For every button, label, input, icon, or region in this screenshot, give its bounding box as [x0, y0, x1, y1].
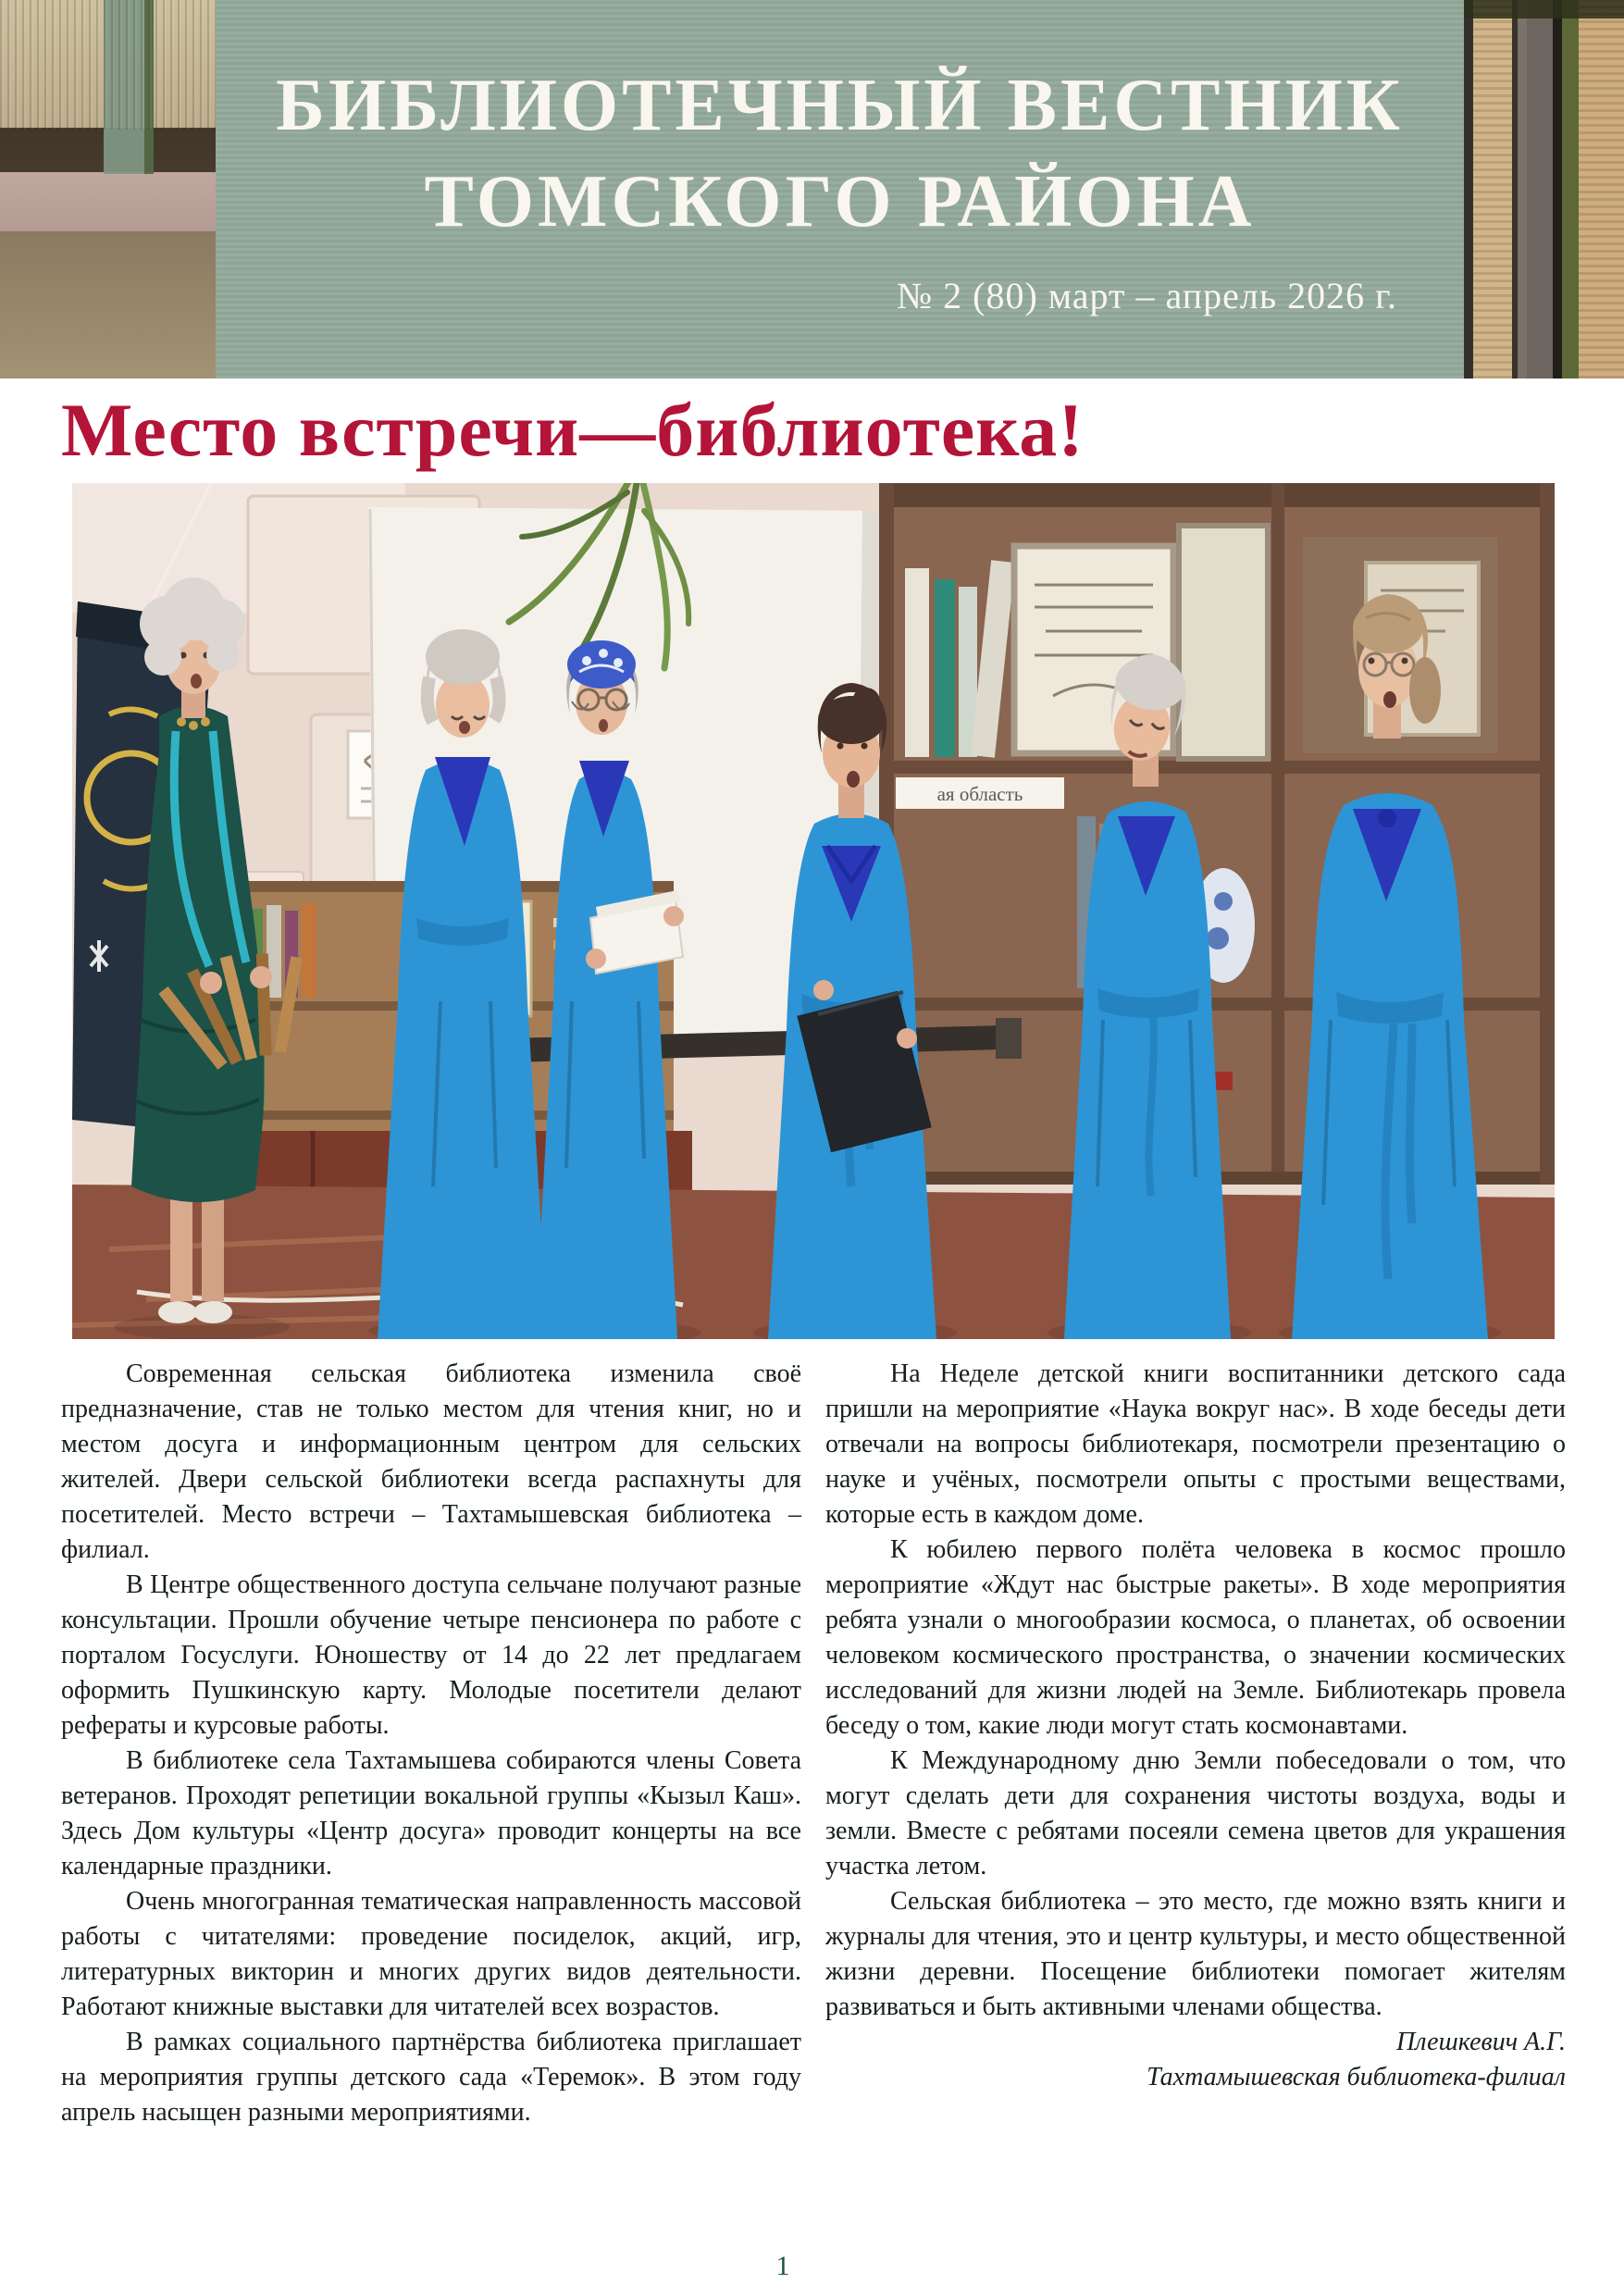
books-photo-right [1464, 0, 1624, 379]
paragraph: Современная сельская библиотека изменила своё предназначение, став не только местом для чтения книг, но и местом досуга и информационным центром для сельских жителей. Двери сельской библиотеки всегда распахнуты для посетителей. Место встречи – Тахтамышевская библиотека – филиал. [61, 1359, 801, 1564]
newsletter-title [216, 0, 1464, 250]
photo-illustration [72, 483, 1555, 1339]
signature-organization: Тахтамышевская библиотека-филиал [1147, 2063, 1566, 2091]
article-headline: Место встречи—библиотека! [61, 388, 1085, 472]
article-photo [72, 483, 1555, 1339]
paragraph: В рамках социального партнёрства библиотека приглашает на мероприятия группы детского сада «Теремок». В этом году апрель насыщен разными мероприятиями. [61, 2028, 801, 2127]
signature-name: Плешкевич А.Г. [1396, 2028, 1566, 2056]
page-number: 1 [775, 2251, 790, 2281]
masthead-banner [216, 0, 1464, 379]
paragraph: В Центре общественного доступа сельчане получают разные консультации. Прошли обучение четыре пенсионера по работе с порталом Госуслуги. Юношеству от 14 до 22 лет предлагаем оформить Пушкинскую карту. Молодые посетители делают рефераты и курсовые работы. [61, 1570, 801, 1740]
paragraph: В библиотеке села Тахтамышева собираются члены Совета ветеранов. Проходят репетиции вокальной группы «Кызыл Каш». Здесь Дом культуры «Центр досуга» проводит концерты на все календарные праздники. [61, 1746, 801, 1880]
column-left [61, 1357, 801, 2130]
newsletter-title-line2: ТОМСКОГО РАЙОНА [424, 161, 1256, 242]
masthead [0, 0, 1624, 379]
paragraph: К юбилею первого полёта человека в космос прошло мероприятие «Ждут нас быстрые ракеты». В ходе мероприятия ребята узнали о многообразии космоса, о планетах, об освоении человеком космического пространства, о значении космических исследований для жизни людей на Земле. Библиотекарь провела беседу о том, какие люди могут стать космонавтами. [825, 1535, 1566, 1740]
newsletter-title-line1: БИБЛИОТЕЧНЫЙ ВЕСТНИК [276, 65, 1404, 146]
paragraph: На Неделе детской книги воспитанники детского сада пришли на мероприятие «Наука вокруг нас». В ходе беседы дети отвечали на вопросы библиотекаря, посмотрели презентацию о науке и учёных, посмотрели опыты с простыми веществами, которые есть в каждом доме. [825, 1359, 1566, 1529]
books-photo-left [0, 0, 216, 379]
shelf-label: ая область [936, 783, 1023, 805]
article-body [61, 1357, 1566, 2130]
issue-line: № 2 (80) март – апрель 2026 г. [896, 275, 1397, 316]
paragraph: Сельская библиотека – это место, где можно взять книги и журналы для чтения, это и центр культуры, и место общественной жизни деревни. Посещение библиотеки помогает жителям развиваться и быть активными членами общества. [825, 1887, 1566, 2021]
paragraph: К Международному дню Земли побеседовали о том, что могут сделать дети для сохранения чистоты воздуха, воды и земли. Вместе с ребятами посеяли семена цветов для украшения участка летом. [825, 1746, 1566, 1880]
column-right [825, 1357, 1566, 2130]
paragraph: Очень многогранная тематическая направленность массовой работы с читателями: проведение посиделок, акций, игр, литературных викторин и многих других видов деятельности. Работают книжные выставки для читателей всех возрастов. [61, 1887, 801, 2021]
